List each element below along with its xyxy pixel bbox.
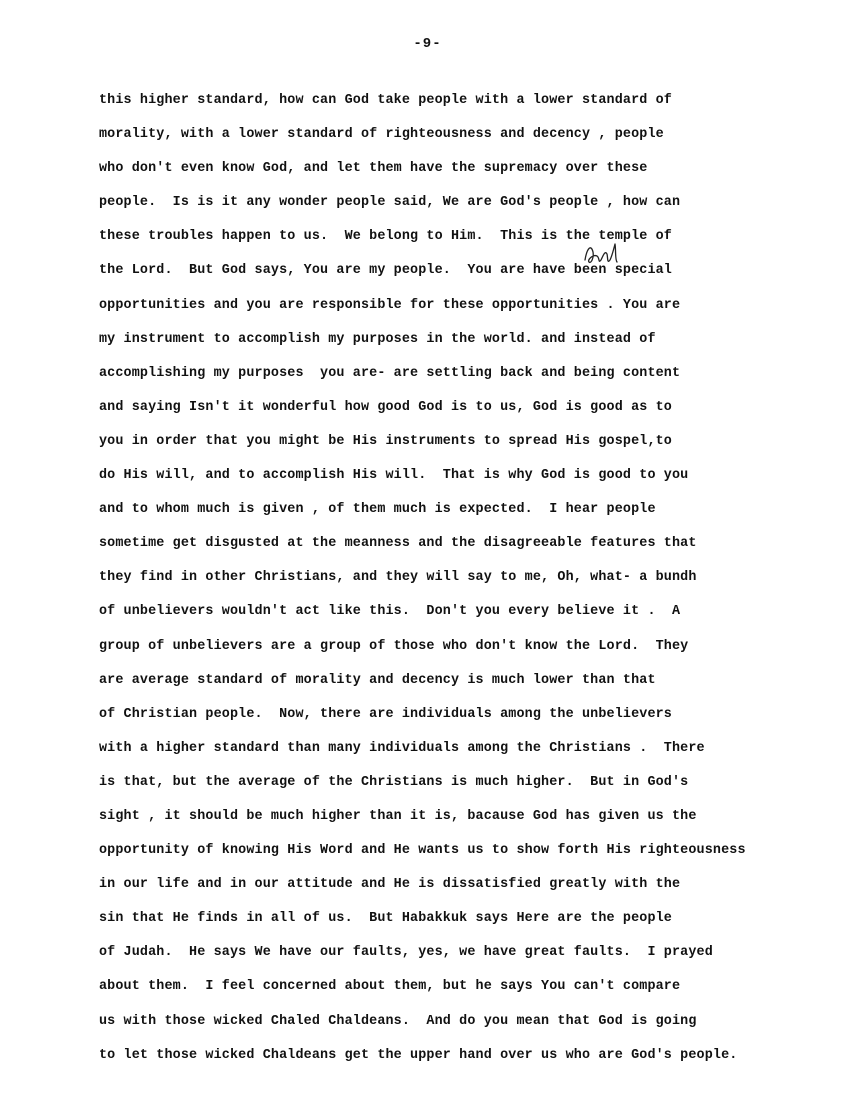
text-line: in our life and in our attitude and He is dissatisfied greatly with the bbox=[99, 877, 681, 893]
text-line: who don't even know God, and let them have the supremacy over these bbox=[99, 161, 648, 177]
text-line: these troubles happen to us. We belong to Him. This is the temple of bbox=[99, 229, 672, 245]
text-line: and to whom much is given , of them much is expected. I hear people bbox=[99, 502, 656, 518]
text-line: opportunities and you are responsible for these opportunities . You are bbox=[99, 297, 681, 313]
text-line: us with those wicked Chaled Chaldeans. And do you mean that God is going bbox=[99, 1013, 697, 1029]
text-line: of Christian people. Now, there are individuals among the unbelievers bbox=[99, 706, 672, 722]
text-line: sin that He finds in all of us. But Habakkuk says Here are the people bbox=[99, 911, 672, 927]
text-line: with a higher standard than many individuals among the Christians . There bbox=[99, 740, 705, 756]
handwritten-correction-mark bbox=[581, 238, 621, 270]
text-line: to let those wicked Chaldeans get the upper hand over us who are God's people. bbox=[99, 1047, 738, 1063]
text-line: the Lord. But God says, You are my people. You are have been special bbox=[99, 263, 672, 279]
text-line: my instrument to accomplish my purposes in the world. and instead of bbox=[99, 331, 656, 347]
text-line: morality, with a lower standard of righteousness and decency , people bbox=[99, 127, 664, 143]
page-number: -9- bbox=[413, 36, 442, 52]
text-line: sight , it should be much higher than it is, bacause God has given us the bbox=[99, 808, 697, 824]
text-line: you in order that you might be His instruments to spread His gospel,to bbox=[99, 433, 672, 449]
text-line: of unbelievers wouldn't act like this. Don't you every believe it . A bbox=[99, 604, 681, 620]
text-line: group of unbelievers are a group of those who don't know the Lord. They bbox=[99, 638, 689, 654]
text-line: is that, but the average of the Christians is much higher. But in God's bbox=[99, 774, 689, 790]
text-line: opportunity of knowing His Word and He wants us to show forth His righteousness bbox=[99, 843, 746, 859]
text-line: and saying Isn't it wonderful how good God is to us, God is good as to bbox=[99, 399, 672, 415]
text-line: they find in other Christians, and they will say to me, Oh, what- a bundh bbox=[99, 570, 697, 586]
typed-text-body bbox=[99, 89, 799, 1078]
text-line: about them. I feel concerned about them, but he says You can't compare bbox=[99, 979, 681, 995]
text-line: accomplishing my purposes you are- are settling back and being content bbox=[99, 365, 681, 381]
text-line: are average standard of morality and decency is much lower than that bbox=[99, 672, 656, 688]
text-line: sometime get disgusted at the meanness and the disagreeable features that bbox=[99, 536, 697, 552]
text-line: this higher standard, how can God take people with a lower standard of bbox=[99, 93, 672, 108]
text-line: people. Is is it any wonder people said, We are God's people , how can bbox=[99, 195, 681, 211]
text-line: do His will, and to accomplish His will. That is why God is good to you bbox=[99, 468, 689, 484]
text-line: of Judah. He says We have our faults, yes, we have great faults. I prayed bbox=[99, 945, 713, 961]
